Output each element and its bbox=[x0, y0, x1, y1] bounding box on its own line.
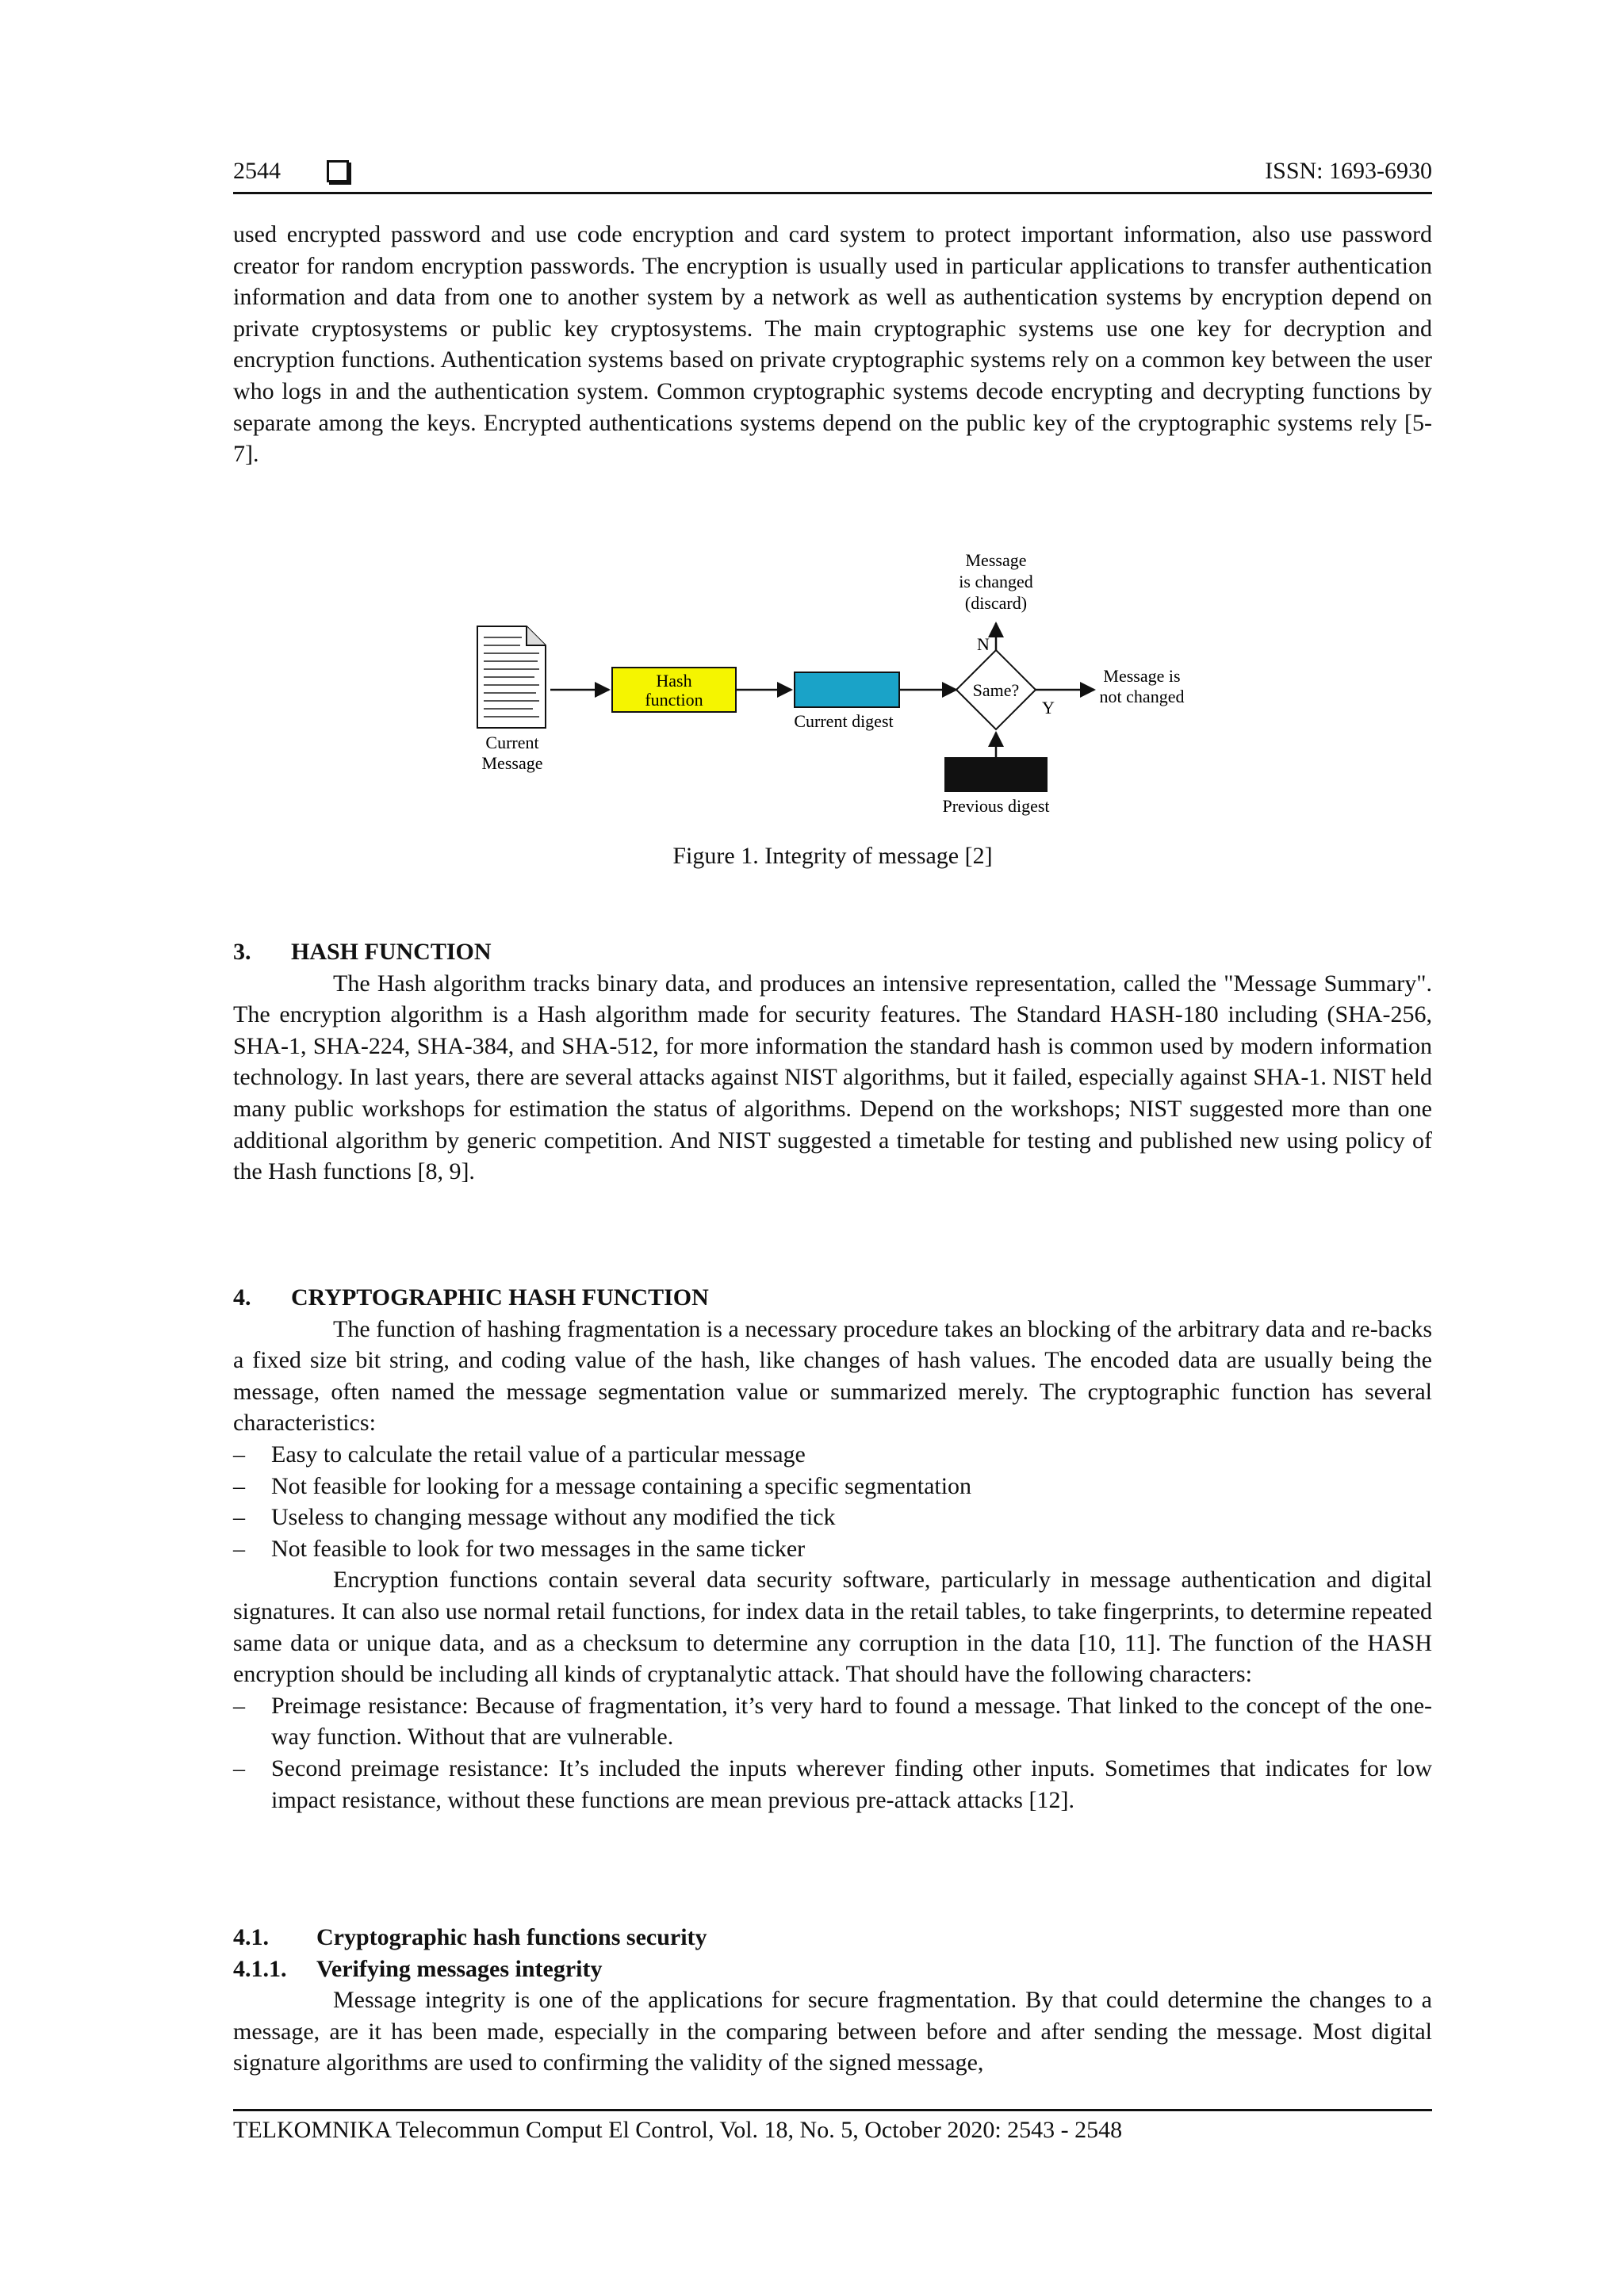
list-item-text: Useless to changing message without any modified the tick bbox=[271, 1504, 836, 1531]
bullet-dash: – bbox=[233, 1504, 245, 1531]
section-3 bbox=[233, 936, 1432, 1188]
bullet-dash: – bbox=[233, 1441, 245, 1468]
list-item-text: Not feasible to look for two messages in the same ticker bbox=[271, 1535, 806, 1562]
header-rule bbox=[233, 192, 1432, 194]
hash-function-label-2: function bbox=[645, 690, 703, 710]
section-4-1-title: Cryptographic hash functions security bbox=[316, 1924, 707, 1950]
intro-paragraph: used encrypted password and use code encryption and card system to protect important information, also use password creator for random encryption passwords. The encryption is usually used in particular applications to transfer authentication information and data from one to another system by a network as well as authentication systems by encryption depend on private cryptosystems or public key cryptosystems. The main cryptographic systems use one key for decryption and encryption functions. Authentication systems based on private cryptographic systems rely on a common key between the user who logs in and the authentication system. Common cryptographic systems decode encrypting and decrypting functions by separate among the keys. Encrypted authentications systems depend on the public key of the cryptographic systems rely [5-7]. bbox=[233, 221, 1432, 468]
figure-integrity-diagram bbox=[471, 549, 1201, 821]
hash-function-label-1: Hash bbox=[656, 671, 692, 691]
list-item-text: Easy to calculate the retail value of a particular message bbox=[271, 1441, 806, 1468]
bullet-dash: – bbox=[233, 1472, 245, 1499]
decision-label: Same? bbox=[972, 680, 1020, 700]
footer-rule bbox=[233, 2109, 1432, 2111]
discard-label-1: Message bbox=[965, 550, 1027, 570]
document-icon bbox=[477, 626, 546, 728]
section-4-1-heading bbox=[233, 1922, 1432, 1954]
section-4-1 bbox=[233, 1922, 1432, 2079]
not-changed-label-2: not changed bbox=[1099, 687, 1185, 706]
figure-caption: Figure 1. Integrity of message [2] bbox=[672, 843, 993, 869]
issn: ISSN: 1693-6930 bbox=[1265, 158, 1432, 184]
current-message-label-1: Current bbox=[485, 733, 539, 752]
discard-label-3: (discard) bbox=[964, 593, 1028, 613]
yes-label: Y bbox=[1042, 698, 1055, 718]
checkbox-square-icon bbox=[327, 160, 349, 182]
section-4-paragraph-2: Encryption functions contain several data security software, particularly in message authentication and digital signatures. It can also use normal retail functions, for index data in the retail tables, to take fingerprints, to determine repeated same data or unique data, and as a checksum to determine any corruption in the data [10, 11]. The function of the HASH encryption should be including all kinds of cryptanalytic attack. That should have the following characters: bbox=[233, 1567, 1432, 1688]
page-number: 2544 bbox=[233, 158, 281, 184]
section-4-1-1-number: 4.1.1. bbox=[233, 1955, 287, 1982]
footer-citation: TELKOMNIKA Telecommun Comput El Control, Vol. 18, No. 5, October 2020: 2543 - 2548 bbox=[233, 2117, 1123, 2143]
discard-label-2: is changed bbox=[959, 572, 1033, 591]
section-4-paragraph-1: The function of hashing fragmentation is a necessary procedure takes an blocking of the arbitrary data and re-backs a fixed size bit string, and coding value of the hash, like changes of hash values. The encoded data are usually being the message, often named the message segmentation value or summarized merely. The cryptographic function has several characteristics: bbox=[233, 1315, 1432, 1437]
current-digest-box bbox=[795, 672, 899, 707]
bullet-dash: – bbox=[233, 1692, 245, 1719]
list-item bbox=[233, 1753, 1432, 1816]
section-3-paragraph: The Hash algorithm tracks binary data, and produces an intensive representation, called the "Message Summary". The encryption algorithm is a Hash algorithm made for security features. The Standard HASH-180 including (SHA-256, SHA-1, SHA-224, SHA-384, and SHA-512, for more information the standard hash is common used by modern information technology. In last years, there are several attacks against NIST algorithms, but it failed, especially against SHA-1. NIST held many public workshops for estimation the status of algorithms. Depend on the workshops; NIST suggested more than one additional algorithm by generic competition. And NIST suggested a timetable for testing and published new using policy of the Hash functions [8, 9]. bbox=[233, 970, 1432, 1185]
section-4-number: 4. bbox=[233, 1284, 251, 1311]
list-item-text: Not feasible for looking for a message containing a specific segmentation bbox=[271, 1472, 972, 1499]
section-4-1-1-heading bbox=[233, 1954, 1432, 1985]
intro-block bbox=[233, 219, 1432, 470]
page-header bbox=[233, 155, 1432, 195]
list-item bbox=[233, 1471, 1432, 1502]
no-label: N bbox=[977, 634, 990, 654]
previous-digest-box bbox=[945, 758, 1047, 791]
bullet-dash: – bbox=[233, 1755, 245, 1781]
current-message-label-2: Message bbox=[481, 753, 543, 773]
list-item-text: Preimage resistance: Because of fragmentation, it’s very hard to found a message. That linked to the concept of the one-way function. Without that are vulnerable. bbox=[271, 1692, 1432, 1751]
characteristics-list bbox=[233, 1439, 1432, 1564]
list-item bbox=[233, 1502, 1432, 1533]
resistance-list bbox=[233, 1690, 1432, 1816]
list-item bbox=[233, 1439, 1432, 1471]
section-3-heading bbox=[233, 936, 1432, 968]
not-changed-label-1: Message is bbox=[1103, 666, 1181, 686]
current-digest-label: Current digest bbox=[794, 711, 894, 731]
section-4-title: CRYPTOGRAPHIC HASH FUNCTION bbox=[291, 1284, 709, 1311]
section-4 bbox=[233, 1282, 1432, 1816]
section-4-1-1-title: Verifying messages integrity bbox=[316, 1955, 603, 1982]
section-4-1-number: 4.1. bbox=[233, 1924, 269, 1950]
section-4-heading bbox=[233, 1282, 1432, 1314]
list-item bbox=[233, 1533, 1432, 1565]
list-item bbox=[233, 1690, 1432, 1753]
section-3-number: 3. bbox=[233, 939, 251, 965]
previous-digest-label: Previous digest bbox=[942, 796, 1050, 816]
section-4-1-1-paragraph: Message integrity is one of the applications for secure fragmentation. By that could determine the changes to a message, are it has been made, especially in the comparing between before and after sending the message. Most digital signature algorithms are used to confirming the validity of the signed message, bbox=[233, 1987, 1432, 2076]
list-item-text: Second preimage resistance: It’s included the inputs wherever finding other inputs. Sometimes that indicates for low impact resistance, without these functions are mean previous pre-attack attacks [12]. bbox=[271, 1755, 1432, 1813]
section-3-title: HASH FUNCTION bbox=[291, 939, 492, 965]
bullet-dash: – bbox=[233, 1535, 245, 1562]
